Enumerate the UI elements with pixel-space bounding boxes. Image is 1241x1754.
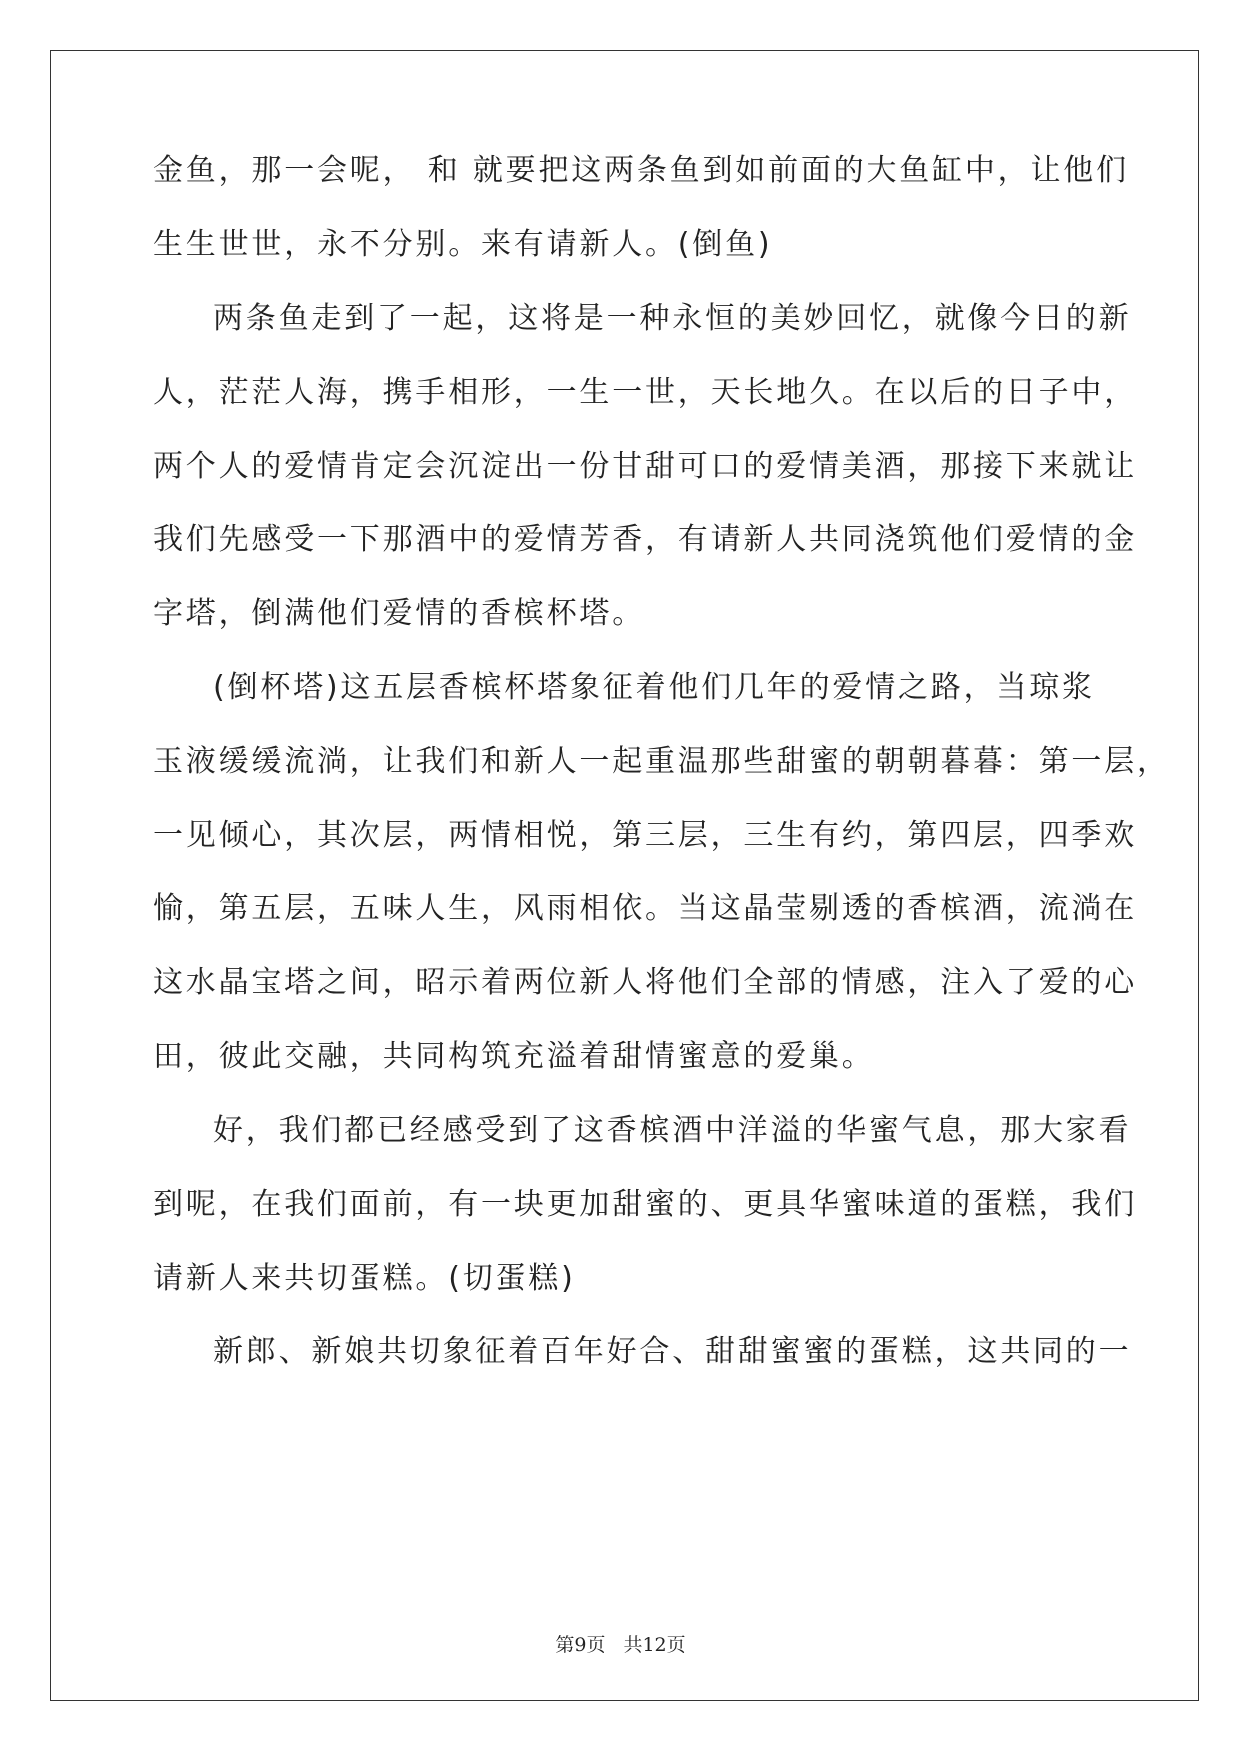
page-footer bbox=[0, 1633, 1241, 1657]
text-line-15: 到呢，在我们面前，有一块更加甜蜜的、更具华蜜味道的蛋糕，我们 bbox=[153, 1187, 1137, 1222]
text-line-12: 这水晶宝塔之间，昭示着两位新人将他们全部的情感，注入了爱的心 bbox=[153, 965, 1137, 1000]
text-line-1: 金鱼，那一会呢， 和 就要把这两条鱼到如前面的大鱼缸中，让他们 bbox=[153, 153, 1129, 188]
page-number: 9 bbox=[574, 1634, 587, 1656]
text-line-5: 两个人的爱情肯定会沉淀出一份甘甜可口的爱情美酒，那接下来就让 bbox=[153, 449, 1137, 484]
text-line-8: (倒杯塔)这五层香槟杯塔象征着他们几年的爱情之路，当琼浆 bbox=[213, 670, 1095, 705]
text-line-2: 生生世世，永不分别。来有请新人。(倒鱼) bbox=[153, 227, 773, 262]
text-line-3: 两条鱼走到了一起，这将是一种永恒的美妙回忆，就像今日的新 bbox=[213, 301, 1132, 336]
text-line-10: 一见倾心，其次层，两情相悦，第三层，三生有约，第四层，四季欢 bbox=[153, 818, 1137, 853]
total-unit: 页 bbox=[666, 1634, 686, 1656]
text-line-16: 请新人来共切蛋糕。(切蛋糕) bbox=[153, 1261, 576, 1296]
text-line-14: 好，我们都已经感受到了这香槟酒中洋溢的华蜜气息，那大家看 bbox=[213, 1113, 1132, 1148]
page-prefix: 第 bbox=[555, 1634, 575, 1656]
total-prefix: 共 bbox=[623, 1634, 643, 1656]
total-pages: 12 bbox=[642, 1634, 667, 1656]
page-border bbox=[50, 50, 1199, 1701]
text-line-11: 愉，第五层，五味人生，风雨相依。当这晶莹剔透的香槟酒，流淌在 bbox=[153, 891, 1137, 926]
text-line-17: 新郎、新娘共切象征着百年好合、甜甜蜜蜜的蛋糕，这共同的一 bbox=[213, 1334, 1132, 1369]
text-line-7: 字塔，倒满他们爱情的香槟杯塔。 bbox=[153, 596, 645, 631]
text-line-13: 田，彼此交融，共同构筑充溢着甜情蜜意的爱巢。 bbox=[153, 1039, 875, 1074]
text-line-6: 我们先感受一下那酒中的爱情芳香，有请新人共同浇筑他们爱情的金 bbox=[153, 522, 1137, 557]
text-line-4: 人，茫茫人海，携手相形，一生一世，天长地久。在以后的日子中， bbox=[153, 375, 1137, 410]
page-unit: 页 bbox=[586, 1634, 606, 1656]
text-line-9: 玉液缓缓流淌，让我们和新人一起重温那些甜蜜的朝朝暮暮：第一层， bbox=[153, 744, 1170, 779]
